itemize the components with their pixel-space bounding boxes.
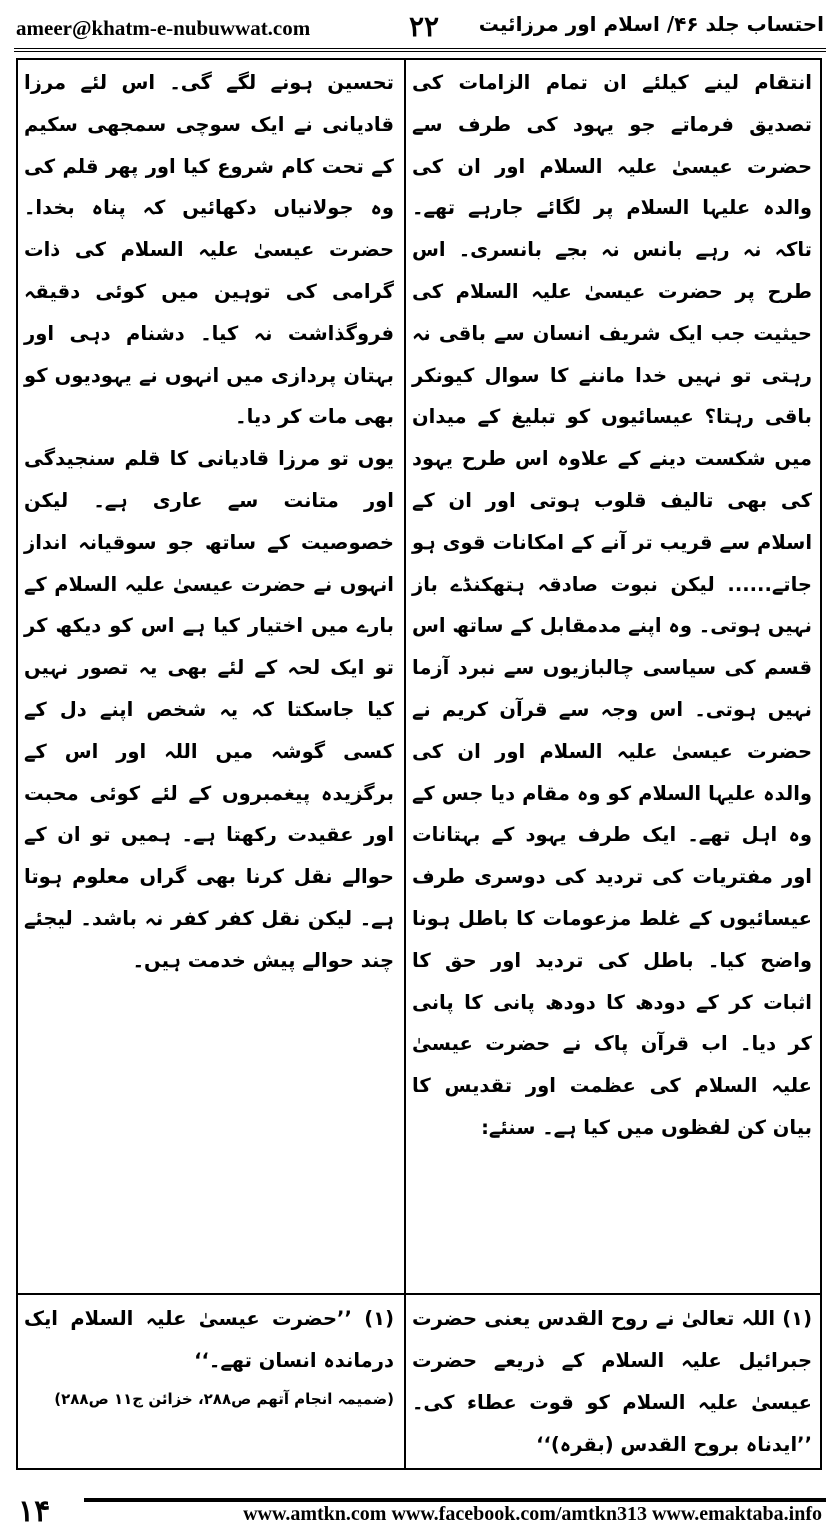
page-header bbox=[14, 12, 826, 46]
left-column bbox=[24, 62, 394, 982]
column-divider bbox=[404, 58, 406, 1470]
left-paragraph-2: یوں تو مرزا قادیانی کا قلم سنجیدگی اور متانت سے عاری ہے۔ لیکن خصوصیت کے ساتھ جو سوقیانہ انداز انہوں نے حضرت عیسیٰ علیہ السلام کے بارے میں اختیار کیا ہے اس کو دیکھ کر تو ایک لحہ کے لئے بھی یہ تصور نہیں کیا جاسکتا کہ یہ شخص اپنے دل کے کسی گوشہ میں اللہ اور اس کے برگزیدہ پیغمبروں کے لئے کوئی محبت اور عقیدت رکھتا ہے۔ ہمیں تو ان کے حوالے نقل کرنا بھی گراں معلوم ہوتا ہے۔ لیکن نقل کفر کفر نہ باشد۔ لیجئے چند حوالے پیش خدمت ہیں۔ bbox=[24, 447, 394, 972]
header-rule bbox=[14, 48, 826, 56]
quote-left-text: (۱) ’’حضرت عیسیٰ علیہ السلام ایک درماندہ انسان تھے۔‘‘ bbox=[24, 1307, 394, 1372]
right-column bbox=[412, 62, 812, 1149]
section-divider bbox=[16, 1293, 822, 1295]
quote-right-text: (۱) اللہ تعالیٰ نے روح القدس یعنی حضرت جبرائیل علیہ السلام کے ذریعے حضرت عیسیٰ علیہ السلام کو قوت عطاء کی۔ ’’ایدناہ بروح القدس (بقرہ)‘‘ bbox=[412, 1307, 812, 1456]
header-page-number: ۲۲ bbox=[409, 10, 440, 43]
footer-page-number: ۱۴ bbox=[18, 1494, 51, 1529]
header-book-title: احتساب جلد ۴۶/ اسلام اور مرزائیت bbox=[478, 12, 824, 36]
right-paragraph: انتقام لینے کیلئے ان تمام الزامات کی تصدیق فرماتے جو یہود کی طرف سے حضرت عیسیٰ علیہ السلام اور ان کی والدہ علیہا السلام پر لگائے جارہے تھے۔ تاکہ نہ رہے بانس نہ بجے بانسری۔ اس طرح پر حضرت عیسیٰ علیہ السلام کی حیثیت جب ایک شریف انسان سے باقی نہ رہتی تو نہیں خدا ماننے کا سوال کیونکر باقی رہتا؟ عیسائیوں کو تبلیغ کے میدان میں شکست دینے کے علاوہ اس طرح یہود کی بھی تالیف قلوب ہوتی اور ان کے اسلام سے قریب تر آنے کے امکانات قوی ہو جاتے...... لیکن نبوت صادقہ ہتھکنڈے باز نہیں ہوتی۔ وہ اپنے مدمقابل کے ساتھ اس قسم کی سیاسی چالبازیوں سے نبرد آزما نہیں ہوتی۔ اس وجہ سے قرآن کریم نے حضرت عیسیٰ علیہ السلام اور ان کی والدہ علیہا السلام کو وہ مقام دیا جس کے وہ اہل تھے۔ ایک طرف یہود کے بہتانات اور مفتریات کی تردید کی دوسری طرف عیسائیوں کے غلط مزعومات کا باطل ہونا واضح کیا۔ باطل کی تردید اور حق کا اثبات کر کے دودھ کا دودھ پانی کا پانی کر دیا۔ اب قرآن پاک نے حضرت عیسیٰ علیہ السلام کی عظمت اور تقدیس کا بیان کن لفظوں میں کیا ہے۔ سنئے: bbox=[412, 71, 812, 1139]
footer-rule bbox=[84, 1498, 826, 1502]
quote-right bbox=[412, 1298, 812, 1466]
footer-links[interactable]: www.amtkn.com www.facebook.com/amtkn313 www.emaktaba.info bbox=[243, 1503, 822, 1525]
quote-left-reference: (ضمیمہ انجام آتھم ص۲۸۸، خزائن ج۱۱ ص۲۸۸) bbox=[54, 1390, 394, 1408]
quote-left bbox=[24, 1298, 394, 1416]
left-paragraph-1: تحسین ہونے لگے گی۔ اس لئے مرزا قادیانی نے ایک سوچی سمجھی سکیم کے تحت کام شروع کیا اور پھر قلم کی وہ جولانیاں دکھائیں کہ پناہ بخدا۔ حضرت عیسیٰ علیہ السلام کی ذات گرامی کی توہین میں کوئی دقیقہ فروگذاشت نہ کیا۔ دشنام دہی اور بہتان پردازی میں انہوں نے یہودیوں کو بھی مات کر دیا۔ bbox=[24, 71, 394, 429]
page-footer bbox=[14, 1490, 826, 1530]
header-email[interactable]: ameer@khatm-e-nubuwwat.com bbox=[16, 16, 311, 40]
